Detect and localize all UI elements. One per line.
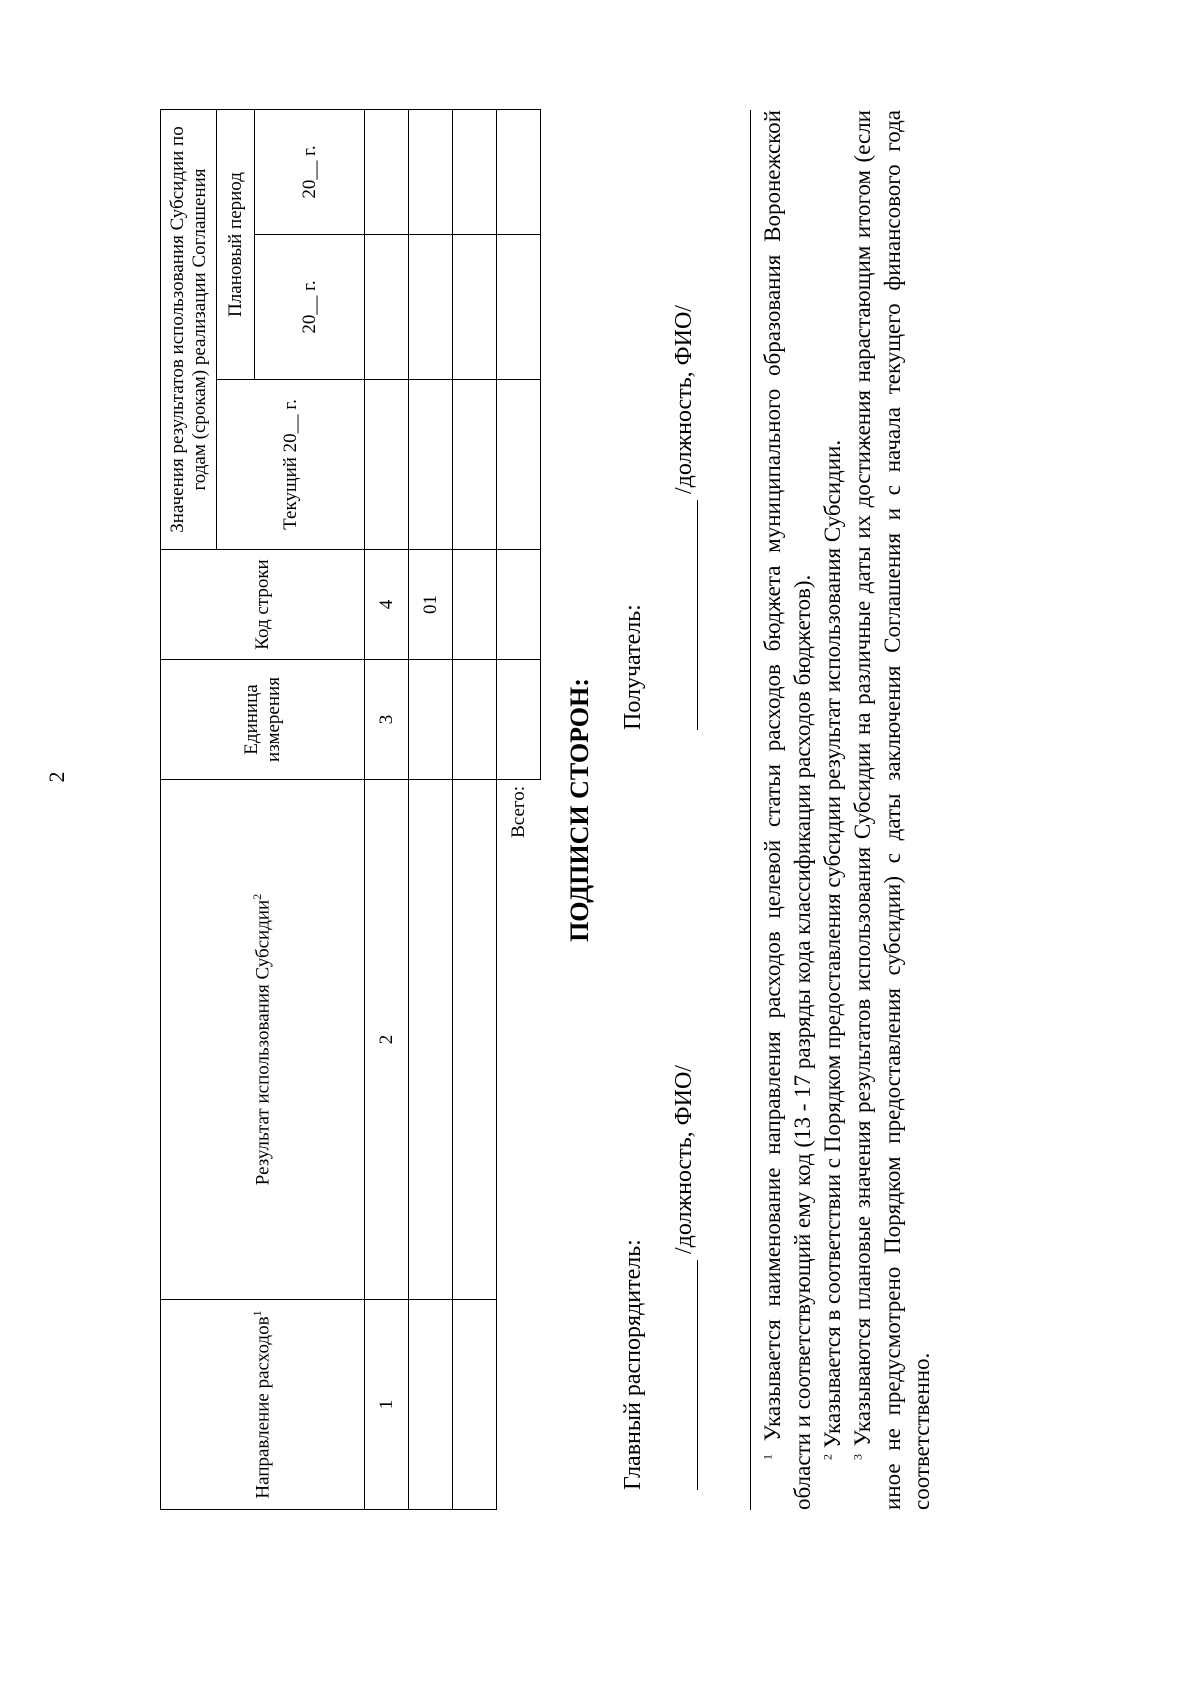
table-cell <box>409 1300 453 1510</box>
header-unit: Единица измерения <box>161 660 365 780</box>
header-values-group: Значения результатов использования Субсидии по годам (срокам) реализации Соглашения <box>161 110 217 550</box>
table-cell <box>497 660 541 780</box>
table-cell <box>453 110 497 235</box>
table-row <box>453 110 497 1510</box>
signature-right <box>620 170 698 730</box>
left-caption: /должность, ФИО/ <box>671 1065 697 1254</box>
page-number: 2 <box>44 771 69 783</box>
row-code-cell: 01 <box>409 550 453 660</box>
numbering-cell <box>365 235 409 380</box>
empty-cell <box>497 1300 541 1510</box>
header-year-2: 20__ г. <box>255 110 365 235</box>
header-current-year: Текущий 20__ г. <box>217 380 365 550</box>
right-caption: /должность, ФИО/ <box>671 305 697 494</box>
numbering-cell: 4 <box>365 550 409 660</box>
table-cell <box>409 380 453 550</box>
signature-line <box>671 500 698 730</box>
table-cell <box>497 550 541 660</box>
table-cell <box>453 660 497 780</box>
footnote-divider <box>750 110 751 1510</box>
table-cell <box>409 235 453 380</box>
rotated-page-content <box>150 60 1060 1510</box>
header-planned-period: Плановый период <box>217 110 255 380</box>
footnote: $^1$ Указывается наименование направления расходов целевой статьи расходов бюджета муниципального образования Воронежской области и соответствующий ему код (13 - 17 разряды кода классификации расходов бюджетов). <box>760 110 815 1510</box>
header-result: Результат использования Субсидии$^2$ <box>161 780 365 1300</box>
header-code: Код строки <box>161 550 365 660</box>
footnote: $^2$ Указывается в соответствии с Порядком предоставления субсидии результат использования Субсидии. <box>819 439 845 1460</box>
table-cell <box>453 380 497 550</box>
header-year-1: 20__ г. <box>255 235 365 380</box>
table-cell <box>453 1300 497 1510</box>
total-row <box>497 110 541 1510</box>
table-cell <box>497 380 541 550</box>
numbering-cell: 2 <box>365 780 409 1300</box>
results-table <box>160 109 541 1510</box>
signature-line <box>671 1260 698 1490</box>
numbering-cell: 1 <box>365 1300 409 1510</box>
header-direction: Направление расходов$^1$ <box>161 1300 365 1510</box>
table-cell <box>409 660 453 780</box>
total-label: Всего: <box>507 786 529 838</box>
table-cell <box>497 110 541 235</box>
left-party-label: Главный распорядитель: <box>620 1239 646 1490</box>
numbering-row <box>365 110 409 1510</box>
footnotes <box>758 110 937 1510</box>
signatures-heading: ПОДПИСИ СТОРОН: <box>565 678 594 942</box>
table-cell <box>453 550 497 660</box>
table-cell <box>409 110 453 235</box>
table-cell <box>453 780 497 1300</box>
numbering-cell: 3 <box>365 660 409 780</box>
numbering-cell <box>365 380 409 550</box>
table-cell <box>497 235 541 380</box>
table-row <box>409 110 453 1510</box>
right-party-label: Получатель: <box>620 604 646 730</box>
table-cell <box>409 780 453 1300</box>
table-cell <box>453 235 497 380</box>
numbering-cell <box>365 110 409 235</box>
footnote: $^3$ Указываются плановые значения результатов использования Субсидии на различные даты их достижения нарастающим итогом (если иное не предусмотрено Порядком предоставления субсидии) с даты заключения Соглашения и с начала текущего финансового года соответственно. <box>849 110 935 1510</box>
signature-left <box>620 930 698 1490</box>
